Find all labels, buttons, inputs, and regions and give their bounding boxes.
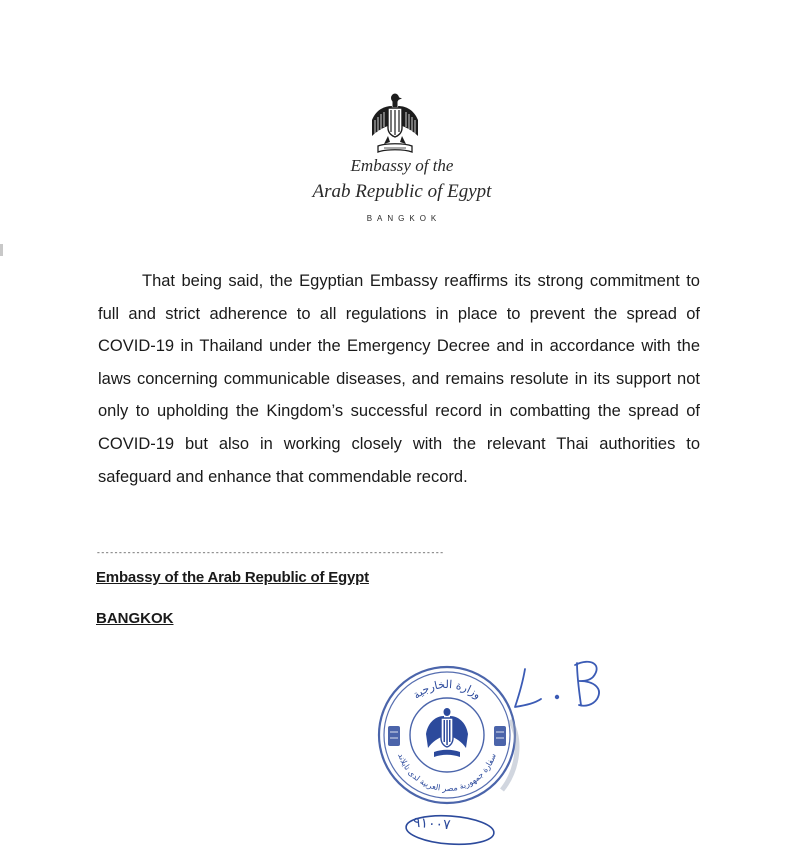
letterhead-city: BANGKOK xyxy=(366,214,442,223)
stamp-arabic-bottom: سفارة جمهورية مصر العربية لدى تايلاند xyxy=(396,752,498,794)
stamp-reference-number: ٩١٠٠٧ xyxy=(412,814,452,834)
letterhead-line-1: Embassy of the xyxy=(350,156,454,175)
signature-city: BANGKOK xyxy=(96,610,174,627)
official-stamp-seal xyxy=(372,660,522,810)
stamp-arabic-top: وزارة الخارجية xyxy=(410,677,484,702)
handwritten-initials xyxy=(505,655,615,715)
body-paragraph: That being said, the Egyptian Embassy reaffirms its strong commitment to full and strict adherence to all regulations in place to prevent the spread of COVID-19 in Thailand under the Emergency Decree and in accordance with the laws concerning communicable diseases, and remains resolute in its support not only to upholding the Kingdom’s successful record in combatting the spread of COVID-19 but also in working closely with the relevant Thai authorities to safeguard and enhance that commendable record. xyxy=(98,272,700,486)
eagle-of-saladin-icon xyxy=(368,92,422,156)
stamp-eagle-icon xyxy=(426,708,468,757)
signature-organization: Embassy of the Arab Republic of Egypt xyxy=(96,569,369,586)
scan-edge-mark xyxy=(0,244,3,256)
signature-dash-line: ------------------------------------------------------------------------------- xyxy=(96,549,444,558)
letterhead-line-2: Arab Republic of Egypt xyxy=(312,181,492,202)
